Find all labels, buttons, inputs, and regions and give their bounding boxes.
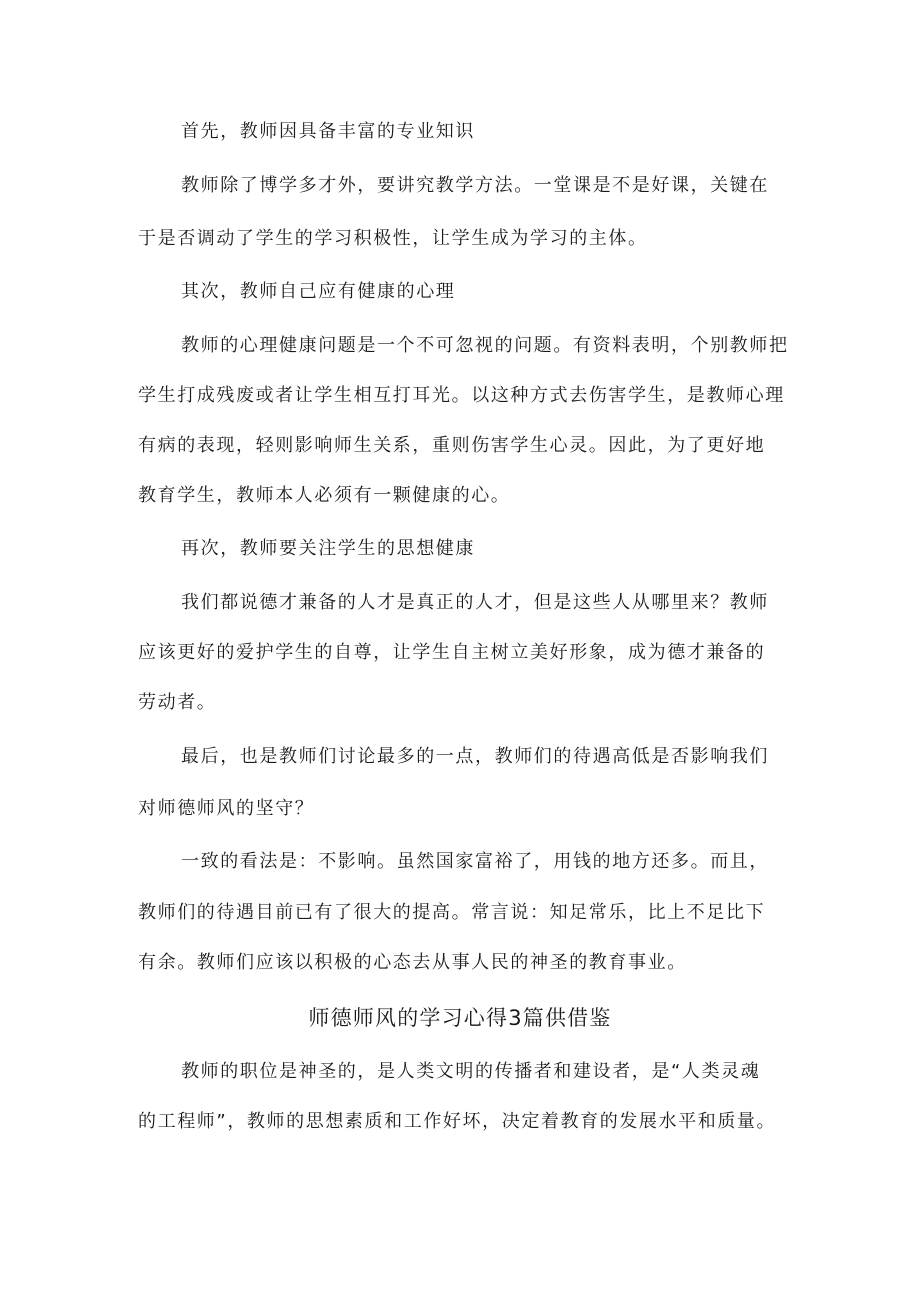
subheading-first: 首先，教师因具备丰富的专业知识 — [181, 121, 475, 142]
paragraph-line: 应该更好的爱护学生的自尊，让学生自主树立美好形象，成为德才兼备的 — [138, 642, 766, 663]
paragraph-line: 教师的职位是神圣的，是人类文明的传播者和建设者，是“人类灵魂 — [181, 1061, 761, 1082]
paragraph-line: 我们都说德才兼备的人才是真正的人才，但是这些人从哪里来？教师 — [181, 592, 769, 613]
subheading-second: 其次，教师自己应有健康的心理 — [181, 281, 456, 302]
paragraph-line: 教师们的待遇目前已有了很大的提高。常言说：知足常乐，比上不足比下 — [138, 902, 766, 923]
paragraph-line: 教育学生，教师本人必须有一颗健康的心。 — [138, 485, 511, 506]
paragraph-line: 教师除了博学多才外，要讲究教学方法。一堂课是不是好课，关键在 — [181, 175, 769, 196]
paragraph-line: 于是否调动了学生的学习积极性，让学生成为学习的主体。 — [138, 228, 648, 249]
paragraph-line: 学生打成残废或者让学生相互打耳光。以这种方式去伤害学生，是教师心理 — [138, 385, 785, 406]
subheading-third: 再次，教师要关注学生的思想健康 — [181, 538, 475, 559]
paragraph-line: 劳动者。 — [138, 692, 217, 713]
paragraph-line: 最后，也是教师们讨论最多的一点，教师们的待遇高低是否影响我们 — [181, 746, 769, 767]
paragraph-line: 有余。教师们应该以积极的心态去从事人民的神圣的教育事业。 — [138, 952, 687, 973]
paragraph-line: 对师德师风的坚守？ — [138, 798, 315, 819]
paragraph-line: 一致的看法是：不影响。虽然国家富裕了，用钱的地方还多。而且， — [181, 851, 769, 872]
paragraph-line: 有病的表现，轻则影响师生关系，重则伤害学生心灵。因此，为了更好地 — [138, 435, 766, 456]
paragraph-line: 的工程师”，教师的思想素质和工作好坏，决定着教育的发展水平和质量。 — [138, 1111, 777, 1132]
section-title: 师德师风的学习心得3篇供借鉴 — [308, 1006, 612, 1030]
paragraph-line: 教师的心理健康问题是一个不可忽视的问题。有资料表明，个别教师把 — [181, 335, 789, 356]
